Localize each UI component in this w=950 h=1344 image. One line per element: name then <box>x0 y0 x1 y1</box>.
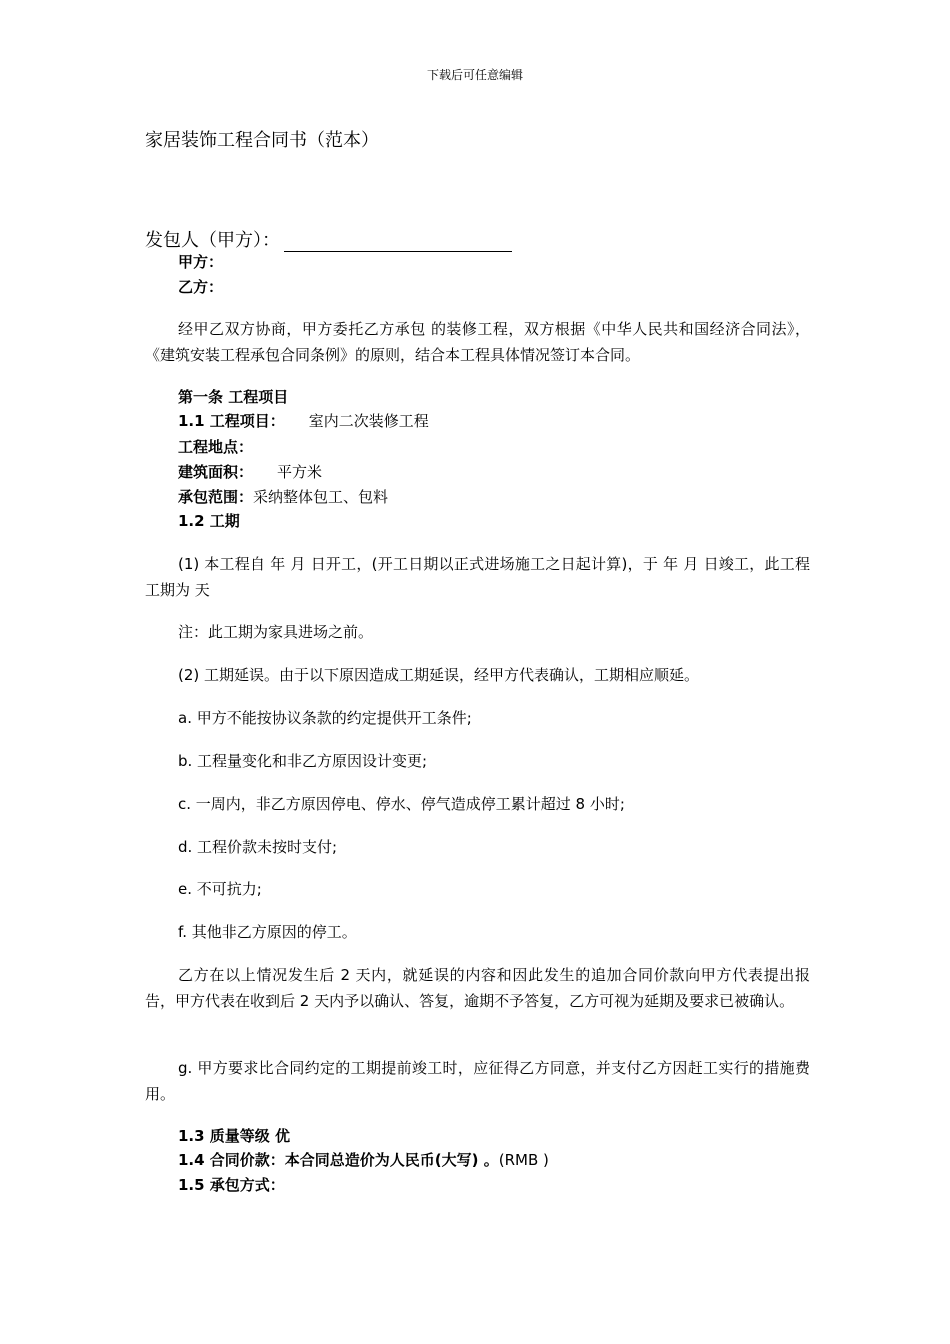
party-b-label: 乙方： <box>178 278 224 296</box>
party-a-label: 甲方： <box>178 253 224 271</box>
delay-intro: (2) 工期延误。由于以下原因造成工期延误，经甲方代表确认，工期相应顺延。 <box>178 666 700 684</box>
delay-item-b: b. 工程量变化和非乙方原因设计变更; <box>178 752 428 770</box>
header-note: 下载后可任意编辑 <box>426 68 523 82</box>
location-label: 工程地点： <box>178 438 254 456</box>
item-1-3: 1.3 质量等级 优 <box>178 1127 291 1145</box>
item-1-5: 1.5 承包方式： <box>178 1176 285 1194</box>
item-1-4 <box>178 1147 810 1173</box>
delay-item-d: d. 工程价款未按时支付; <box>178 838 338 856</box>
delay-item-e: e. 不可抗力; <box>178 880 262 898</box>
delay-item-c: c. 一周内，非乙方原因停电、停水、停气造成停工累计超过 8 小时; <box>178 795 625 813</box>
item-1-4-rmb: (RMB ) <box>498 1151 549 1169</box>
item-g-paragraph: g. 甲方要求比合同约定的工期提前竣工时，应征得乙方同意，并支付乙方因赶工实行的措施费用。 <box>145 1059 810 1103</box>
item-1-2: 1.2 工期 <box>178 512 240 530</box>
report-paragraph: 乙方在以上情况发生后 2 天内，就延误的内容和因此发生的追加合同价款向甲方代表提出报告，甲方代表在收到后 2 天内予以确认、答复，逾期不予答复，乙方可视为延期及要求已被确认。 <box>145 966 810 1010</box>
contractor-label: 发包人（甲方）： <box>145 230 280 251</box>
scope-line <box>178 484 810 510</box>
item-1-1 <box>178 408 810 434</box>
document-title: 家居装饰工程合同书（范本） <box>145 130 379 151</box>
item-1-1-value: 室内二次装修工程 <box>308 412 429 430</box>
duration-paragraph: (1) 本工程自 年 月 日开工，(开工日期以正式进场施工之日起计算)，于 年 月 日竣工，此工程工期为 天 <box>145 555 810 599</box>
delay-item-f: f. 其他非乙方原因的停工。 <box>178 923 357 941</box>
duration-note: 注：此工期为家具进场之前。 <box>178 623 374 641</box>
area-line <box>178 459 810 485</box>
article1-heading: 第一条 工程项目 <box>178 388 289 406</box>
area-label: 建筑面积： <box>178 463 254 481</box>
scope-value: 采纳整体包工、包料 <box>253 488 389 506</box>
area-value: 平方米 <box>277 463 323 481</box>
item-1-4-label: 1.4 合同价款：本合同总造价为人民币(大写) 。 <box>178 1151 499 1169</box>
delay-item-a: a. 甲方不能按协议条款的约定提供开工条件; <box>178 709 472 727</box>
scope-label: 承包范围： <box>178 488 254 506</box>
item-1-1-label: 1.1 工程项目： <box>178 412 285 430</box>
intro-paragraph: 经甲乙双方协商，甲方委托乙方承包 的装修工程，双方根据《中华人民共和国经济合同法》，《建筑安装工程承包合同条例》的原则，结合本工程具体情况签订本合同。 <box>145 320 810 364</box>
